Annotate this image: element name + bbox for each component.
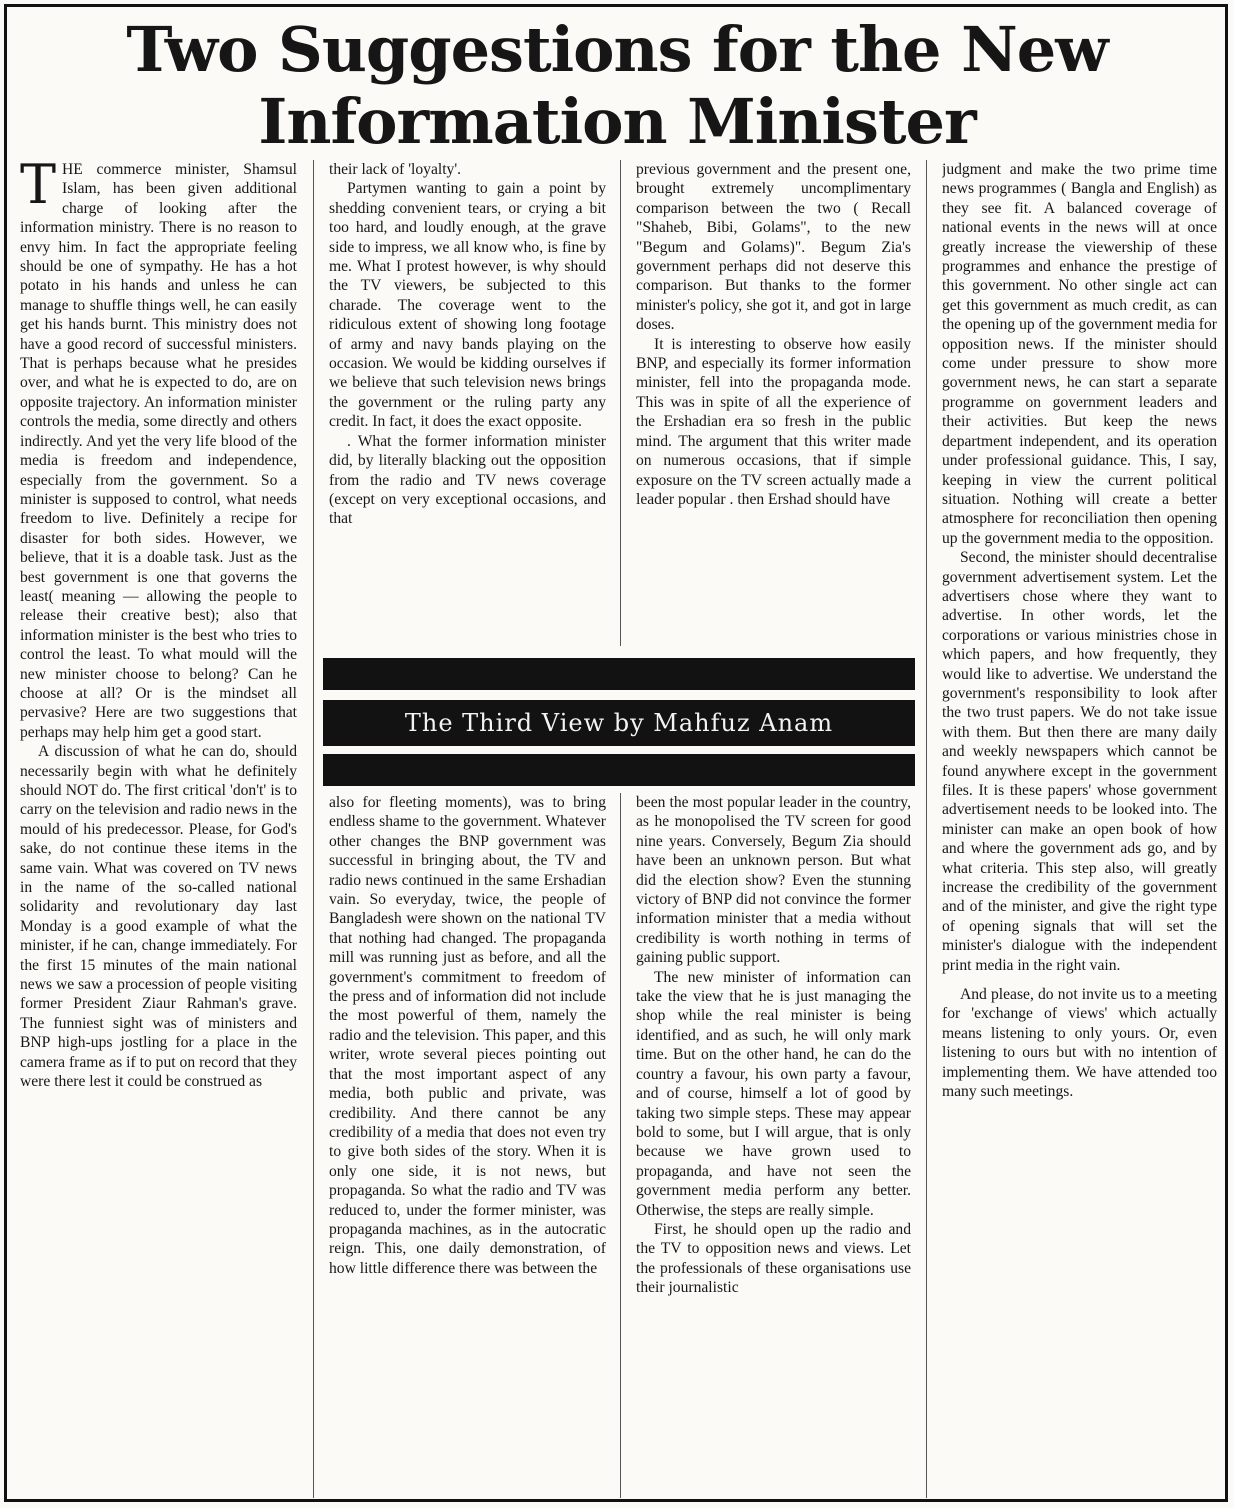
drop-cap: T xyxy=(20,160,57,216)
paragraph: The new minister of information can take the view that he is just managing the shop while the real minister is being identified, and as such, he will only mark time. But on the other hand, he can do the country a favour, his own party a favour, and of course, himself a lot of good by taking two simple steps. These may appear bold to some, but I will argue, that is only because we have grown used to propaganda, and have not seen the government media perform any better. Otherwise, the steps are really simple. xyxy=(636,968,911,1219)
column-rule xyxy=(313,160,314,1498)
paragraph: previous government and the present one, brought extremely uncomplimentary comparison between the two ( Recall "Shaheb, Bibi, Golams", to the new "Begum and Golams)". Begum Zia's government perhaps did not deserve this comparison. But thanks to the former minister's policy, she got it, and got in large doses. xyxy=(636,161,911,334)
column-rule xyxy=(926,160,927,1498)
paragraph: And please, do not invite us to a meeting for 'exchange of views' which actually means listening to only yours. Or, even listening to ours but with no intention of implementing them. We have attended too many such meetings. xyxy=(942,986,1217,1101)
paragraph: judgment and make the two prime time news programmes ( Bangla and English) as they see fit. A balanced coverage of national events in the news will at once greatly increase the viewership of these programmes and enhance the prestige of this government. No other single act can get this government as much credit, as can the opening up of the government media for opposition news. If the minister should come under pressure to show more government news, he can start a separate programme on government leaders and their activities. But keep the news department independent, and its operation under professional guidance. This, I say, keeping in view the current political situation. Nothing will create a better atmosphere for reconciliation then opening up the government media to the opposition. xyxy=(942,161,1217,547)
paragraph: Partymen wanting to gain a point by shedding convenient tears, or crying a bit too hard, and loudly enough, at the grave side to impress, we all know who, is fine by me. What I protest however, is why should the TV viewers, be subjected to this charade. The coverage went to the ridiculous extent of showing long footage of army and navy bands playing on the occasion. We would be kidding ourselves if we believe that such television news brings the government or the ruling party any credit. In fact, it does the exact opposite. xyxy=(329,180,606,431)
paragraph: First, he should open up the radio and the TV to opposition news and views. Let the professionals of these organisations use their journalistic xyxy=(636,1220,911,1297)
paragraph: It is interesting to observe how easily BNP, and especially its former information minister, fell into the propaganda mode. This was in spite of all the experience of the Ershadian era so fresh in the public mind. The argument that this writer made on numerous occasions, that if simple exposure on the TV screen actually made a leader popular . then Ershad should have xyxy=(636,335,911,508)
column-1 xyxy=(20,160,297,1498)
column-3-bottom xyxy=(636,793,911,1498)
paragraph: A discussion of what he can do, should necessarily begin with what he definitely should NOT do. The first critical 'don't' is to carry on the television and radio news in the mould of his predecessor. Please, for God's sake, do not continue these items in the same vain. What was covered on TV news in the name of the so-called national solidarity and revolutionary day last Monday is a good example of what the minister, if he can, change immediately. For the first 15 minutes of the main national news we saw a procession of people visiting former President Ziaur Rahman's grave. The funniest sight was of ministers and BNP high-ups jostling for a place in the camera frame as if to put on record that they were there lest it could be construed as xyxy=(20,743,297,1091)
paragraph: . What the former information minister did, by literally blacking out the opposition from the radio and TV news coverage (except on very exceptional occasions, and that xyxy=(329,432,606,528)
paragraph: their lack of 'loyalty'. xyxy=(329,161,462,178)
headline: Two Suggestions for the New Information Minister xyxy=(126,13,1108,158)
column-rule xyxy=(620,160,621,646)
paragraph: been the most popular leader in the country, as he monopolised the TV screen for good nine years. Conversely, Begum Zia should have been an unknown person. But what did the election show? Even the stunning victory of BNP did not convince the former information minister that a media without credibility is worth nothing in terms of gaining public support. xyxy=(636,794,911,967)
column-4 xyxy=(942,160,1217,1498)
column-rule xyxy=(620,793,621,1498)
column-label-banner xyxy=(323,700,915,746)
column-label: The Third View by Mahfuz Anam xyxy=(404,709,834,737)
column-2-top xyxy=(329,160,606,646)
banner-bar-bottom xyxy=(323,754,915,786)
paragraph: also for fleeting moments), was to bring endless shame to the government. Whatever other changes the BNP government was successful in bringing about, the TV and radio news continued in the same Ershadian vain. So everyday, twice, the people of Bangladesh were shown on the national TV that nothing had changed. The propaganda mill was running just as before, and all the government's commitment to freedom of the press and of information did not include the most powerful of them, namely the radio and the television. This paper, and this writer, wrote several pieces pointing out that the most important aspect of any media, both public and private, was credibility. And there cannot be any credibility of a media that does not even try to give both sides of the story. When it is only one side, it is not news, but propaganda. So what the radio and TV was reduced to, under the former minister, was propaganda machines, as in the autocratic reign. This, one daily demonstration, of how little difference there was between the xyxy=(329,794,606,1277)
column-3-top xyxy=(636,160,911,646)
banner-bar-top xyxy=(323,658,915,690)
column-2-bottom xyxy=(329,793,606,1498)
paragraph: HE commerce minister, Shamsul Islam, has been given additional charge of looking after the information ministry. There is no reason to envy him. In fact the appropriate feeling should be one of sympathy. He has a hot potato in his hands and unless he can manage to shuffle things well, he can easily get his hands burnt. This ministry does not have a good record of successful ministers. That is perhaps because what he presides over, and what he is expected to do, are on opposite trajectory. An information minister controls the media, some directly and others indirectly. And yet the very life blood of the media is freedom and independence, especially from the government. So a minister is supposed to control, what needs freedom to live. Definitely a recipe for disaster for both sides. However, we believe, that it is a doable task. Just as the best government is one that governs the least( meaning — allowing the people to release their creative best); also that information minister is the best who tries to control the least. To what mould will the new minister choose to belong? Can he choose at all? Or is the mindset all pervasive? Here are two suggestions that perhaps may help him get a good start. xyxy=(20,161,297,741)
paragraph: Second, the minister should decentralise government advertisement system. Let the advertisers chose where they want to advertise. In other words, let the corporations or various ministries chose in which papers, and how frequently, they would like to advertise. We understand the government's responsibility to look after the two trust papers. We do not take issue with them. But then there are many daily and weekly newspapers which cannot be found anywhere except in the government files. It is these papers' whose government advertisement needs to be looked into. The minister can make an open book of how and where the government ads go, and by what criteria. This step also, will greatly increase the credibility of the government and of the minister, and give the right type of opening signals that will set the minister's dialogue with the independent print media in the right vain. xyxy=(942,549,1217,974)
